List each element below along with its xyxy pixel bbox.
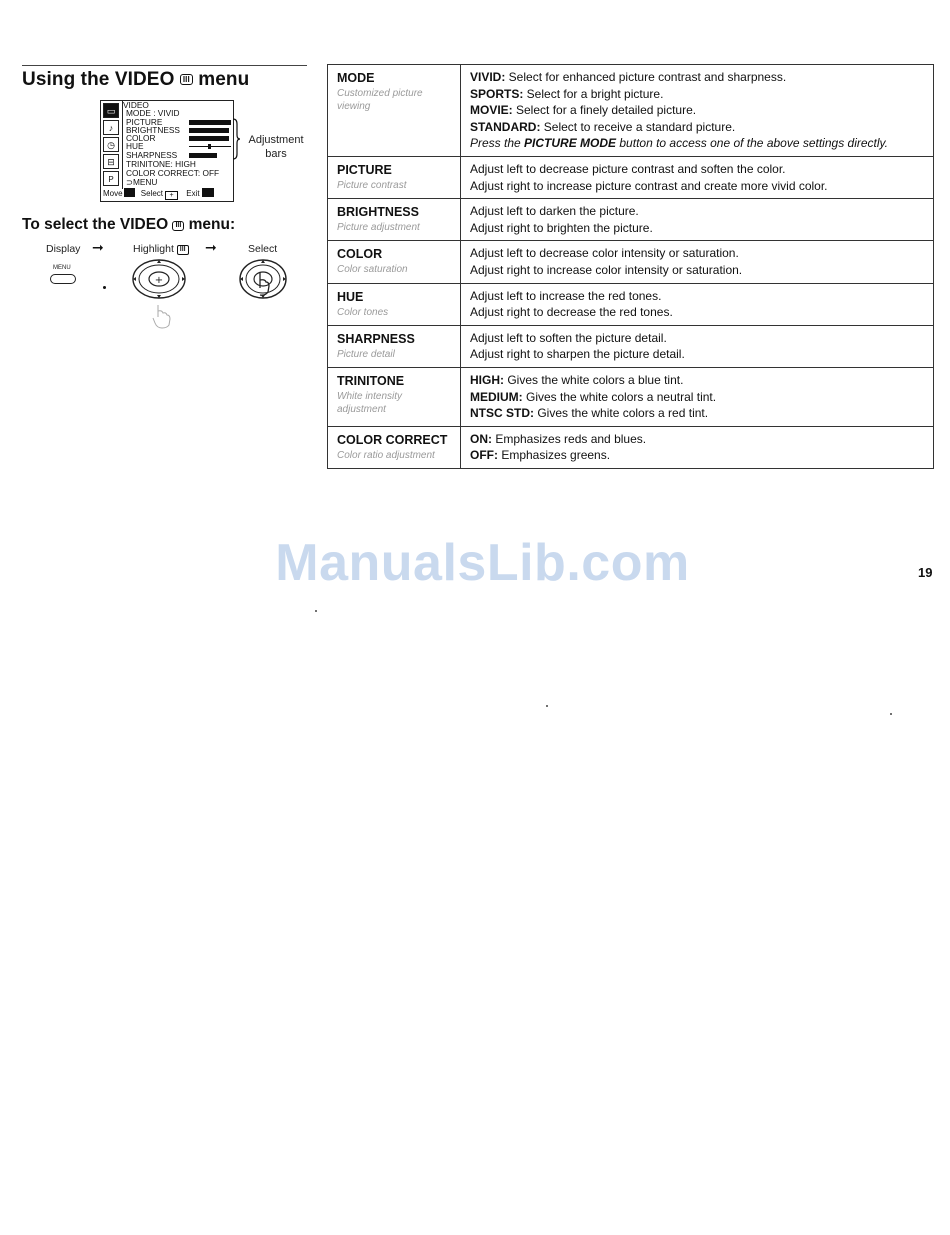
option-keyword: SPORTS: [470, 86, 524, 101]
note-kw: PICTURE MODE [524, 136, 617, 151]
setting-subtitle: Picture contrast [337, 179, 407, 191]
option-text: Emphasizes greens. [498, 448, 611, 463]
video-icon: ▭ [103, 103, 119, 118]
description-line [470, 330, 924, 347]
description-line [470, 119, 924, 136]
setting-subtitle: Picture detail [337, 348, 395, 360]
description-line [470, 431, 924, 448]
pointing-hand-icon [150, 303, 172, 329]
video-menu-icon-small: III [172, 221, 184, 231]
description-line [470, 102, 924, 119]
description-line [470, 69, 924, 86]
description-line [470, 220, 924, 237]
arrow-right-icon: ➞ [92, 239, 104, 255]
setting-name: PICTURE [337, 162, 392, 177]
music-note-icon: ♪ [103, 120, 119, 135]
watermark: ManualsLib.com [275, 534, 690, 592]
setting-subtitle: Customized picture viewing [337, 88, 423, 112]
joystick-select-icon[interactable] [238, 258, 288, 302]
setting-name-cell [328, 426, 461, 468]
option-text: Select to receive a standard picture. [540, 119, 736, 134]
setting-subtitle: Picture adjustment [337, 222, 420, 234]
scan-speck [315, 610, 317, 612]
subsection-heading [22, 216, 235, 234]
move-icon [124, 188, 135, 197]
description-line [470, 178, 924, 195]
setting-name: COLOR CORRECT [337, 432, 448, 447]
adjustment-bars-brace [232, 118, 240, 160]
subheading-text: To select the VIDEO [22, 216, 169, 233]
color-adjustment-bar [189, 136, 229, 141]
hue-adjustment-bar [189, 144, 231, 149]
setting-name: TRINITONE [337, 373, 405, 388]
picture-adjustment-bar [189, 120, 231, 125]
setting-description-cell [461, 283, 934, 325]
select-icon: + [165, 191, 178, 200]
section-heading [22, 69, 249, 91]
setting-description-cell [461, 199, 934, 241]
setting-subtitle: Color tones [337, 306, 389, 318]
option-text: Adjust right to increase color intensity or saturation. [470, 262, 743, 277]
option-text: Emphasizes reds and blues. [492, 431, 647, 446]
description-line [470, 372, 924, 389]
step-select-label: Select [248, 243, 278, 255]
setting-name-cell [328, 241, 461, 283]
option-keyword: ON: [470, 431, 492, 446]
osd-picture: PICTURE [126, 117, 163, 127]
description-line [470, 203, 924, 220]
osd-color: COLOR [126, 133, 156, 143]
table-row [328, 199, 934, 241]
sharpness-adjustment-bar [189, 153, 217, 158]
setting-name: HUE [337, 289, 364, 304]
picture-mode-note [470, 135, 924, 152]
osd-hue: HUE [126, 141, 144, 151]
table-row [328, 283, 934, 325]
description-line [470, 86, 924, 103]
arrow-right-icon-2: ➞ [205, 239, 217, 255]
option-text: Adjust right to decrease the red tones. [470, 305, 673, 320]
setting-name: BRIGHTNESS [337, 205, 419, 220]
svg-text:+: + [154, 275, 164, 286]
table-row [328, 241, 934, 283]
setting-name-cell [328, 199, 461, 241]
dot-separator [103, 286, 106, 289]
step-display-label: Display [46, 243, 81, 255]
setting-name: MODE [337, 71, 375, 85]
osd-footer: Move Select + Exit [103, 188, 214, 200]
description-line [470, 346, 924, 363]
table-row [328, 426, 934, 468]
option-text: Gives the white colors a red tint. [534, 406, 709, 421]
option-text: Adjust right to brighten the picture. [470, 220, 653, 235]
scan-speck [890, 713, 892, 715]
option-text: Adjust left to increase the red tones. [470, 288, 662, 303]
option-text: Adjust left to decrease color intensity or saturation. [470, 246, 739, 261]
video-settings-table [327, 64, 934, 469]
setting-description-cell [461, 241, 934, 283]
description-line [470, 447, 924, 464]
setting-name: SHARPNESS [337, 331, 415, 346]
option-text: Adjust left to darken the picture. [470, 204, 639, 219]
description-line [470, 262, 924, 279]
table-row [328, 367, 934, 426]
note-before: Press the [470, 136, 525, 151]
table-row [328, 325, 934, 367]
osd-mode: MODE : VIVID [126, 108, 180, 118]
joystick-highlight-icon[interactable] [130, 258, 188, 302]
option-keyword: HIGH: [470, 372, 504, 387]
parental-icon: P [103, 171, 119, 186]
setting-subtitle: Color ratio adjustment [337, 449, 435, 461]
menu-exit-icon [202, 188, 214, 197]
brightness-adjustment-bar [189, 128, 229, 133]
setting-description-cell [461, 65, 934, 157]
description-line [470, 288, 924, 305]
osd-color-correct: COLOR CORRECT: OFF [126, 168, 220, 178]
osd-trinitone: TRINITONE: HIGH [126, 159, 196, 169]
setting-description-cell [461, 156, 934, 198]
option-text: Gives the white colors a blue tint. [504, 372, 684, 387]
osd-brightness: BRIGHTNESS [126, 125, 180, 135]
video-icon-small: III [177, 245, 189, 255]
description-line [470, 245, 924, 262]
setting-name-cell [328, 283, 461, 325]
video-menu-osd [100, 100, 234, 202]
option-keyword: MOVIE: [470, 103, 513, 118]
timer-icon: ◷ [103, 137, 119, 152]
adjustment-bars-label: Adjustment bars [248, 134, 304, 160]
option-keyword: OFF: [470, 448, 498, 463]
step-highlight-label: Highlight III [133, 243, 189, 255]
heading-text: Using the VIDEO [22, 69, 175, 90]
setting-name-cell [328, 156, 461, 198]
option-text: Gives the white colors a neutral tint. [522, 389, 717, 404]
option-text: Select for enhanced picture contrast and sharpness. [505, 70, 787, 84]
tv-icon: ⊟ [103, 154, 119, 169]
setting-description-cell [461, 426, 934, 468]
table-row [328, 65, 934, 157]
video-menu-icon: III [180, 74, 193, 85]
option-keyword: NTSC STD: [470, 406, 534, 421]
description-line [470, 161, 924, 178]
osd-icon-column [101, 101, 123, 189]
table-row [328, 156, 934, 198]
osd-title: VIDEO [123, 100, 149, 110]
description-line [470, 389, 924, 406]
setting-name-cell [328, 367, 461, 426]
option-text: Adjust right to increase picture contrast and create more vivid color. [470, 178, 828, 193]
note-after: button to access one of the above settings directly. [616, 136, 888, 151]
menu-button-label: MENU [53, 265, 71, 271]
option-text: Adjust right to sharpen the picture detail. [470, 347, 685, 362]
option-text: Adjust left to decrease picture contrast and soften the color. [470, 161, 786, 176]
osd-menu-return: ⊃MENU [126, 177, 158, 187]
setting-description-cell [461, 325, 934, 367]
setting-name-cell [328, 65, 461, 157]
description-line [470, 304, 924, 321]
setting-subtitle: White intensity adjustment [337, 390, 403, 415]
scan-speck [546, 705, 548, 707]
setting-name-cell [328, 325, 461, 367]
setting-description-cell [461, 367, 934, 426]
description-line [470, 405, 924, 422]
option-text: Adjust left to soften the picture detail. [470, 330, 667, 345]
osd-sharpness: SHARPNESS [126, 150, 178, 160]
heading-text-end: menu [198, 69, 250, 90]
section-rule [22, 65, 307, 66]
option-text: Select for a finely detailed picture. [512, 103, 697, 118]
page-number: 19 [918, 565, 933, 580]
setting-name: COLOR [337, 247, 383, 262]
option-text: Select for a bright picture. [523, 86, 664, 101]
option-keyword: VIVID: [470, 70, 506, 84]
setting-subtitle: Color saturation [337, 264, 408, 276]
option-keyword: STANDARD: [470, 119, 541, 134]
option-keyword: MEDIUM: [470, 389, 523, 404]
subheading-text-end: menu: [188, 216, 236, 233]
menu-button[interactable] [50, 274, 76, 284]
